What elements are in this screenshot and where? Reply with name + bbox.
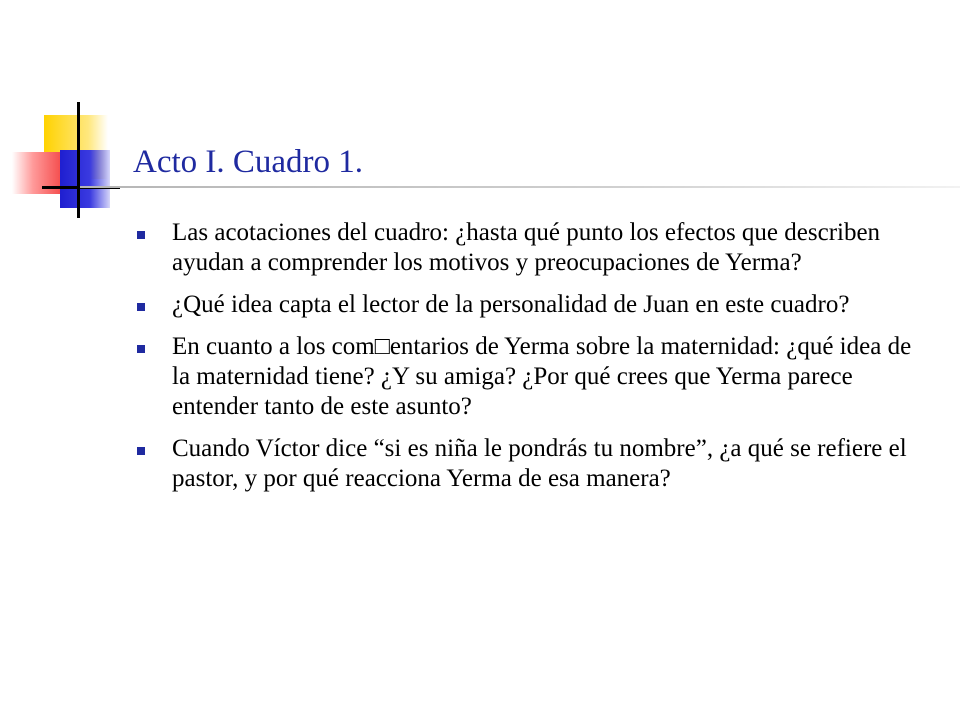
square-bullet-icon [137,345,145,353]
bullet-item [133,332,923,422]
bullet-item [133,218,923,278]
bullet-text: ¿Qué idea capta el lector de la personalidad de Juan en este cuadro? [172,291,850,318]
square-bullet-icon [137,447,145,455]
slide-title: Acto I. Cuadro 1. [133,144,364,180]
square-bullet-icon [137,303,145,311]
square-bullet-icon [137,231,145,239]
bullet-text: Cuando Víctor dice “si es niña le pondrás tu nombre”, ¿a qué se refiere el pastor, y por qué reacciona Yerma de esa manera? [172,435,907,492]
bullet-item [133,290,923,320]
bullet-text: Las acotaciones del cuadro: ¿hasta qué punto los efectos que describen ayudan a comprender los motivos y preocupaciones de Yerma? [172,219,881,276]
decorative-vertical-line [77,102,80,218]
decorative-blue-square [60,150,110,208]
bullet-item [133,434,923,494]
bullet-text: En cuanto a los com□entarios de Yerma sobre la maternidad: ¿qué idea de la maternidad tiene? ¿Y su amiga? ¿Por qué crees que Yerma parece entender tanto de este asunto? [172,333,912,420]
bullet-list [133,218,923,506]
title-underline-rule [80,186,960,188]
